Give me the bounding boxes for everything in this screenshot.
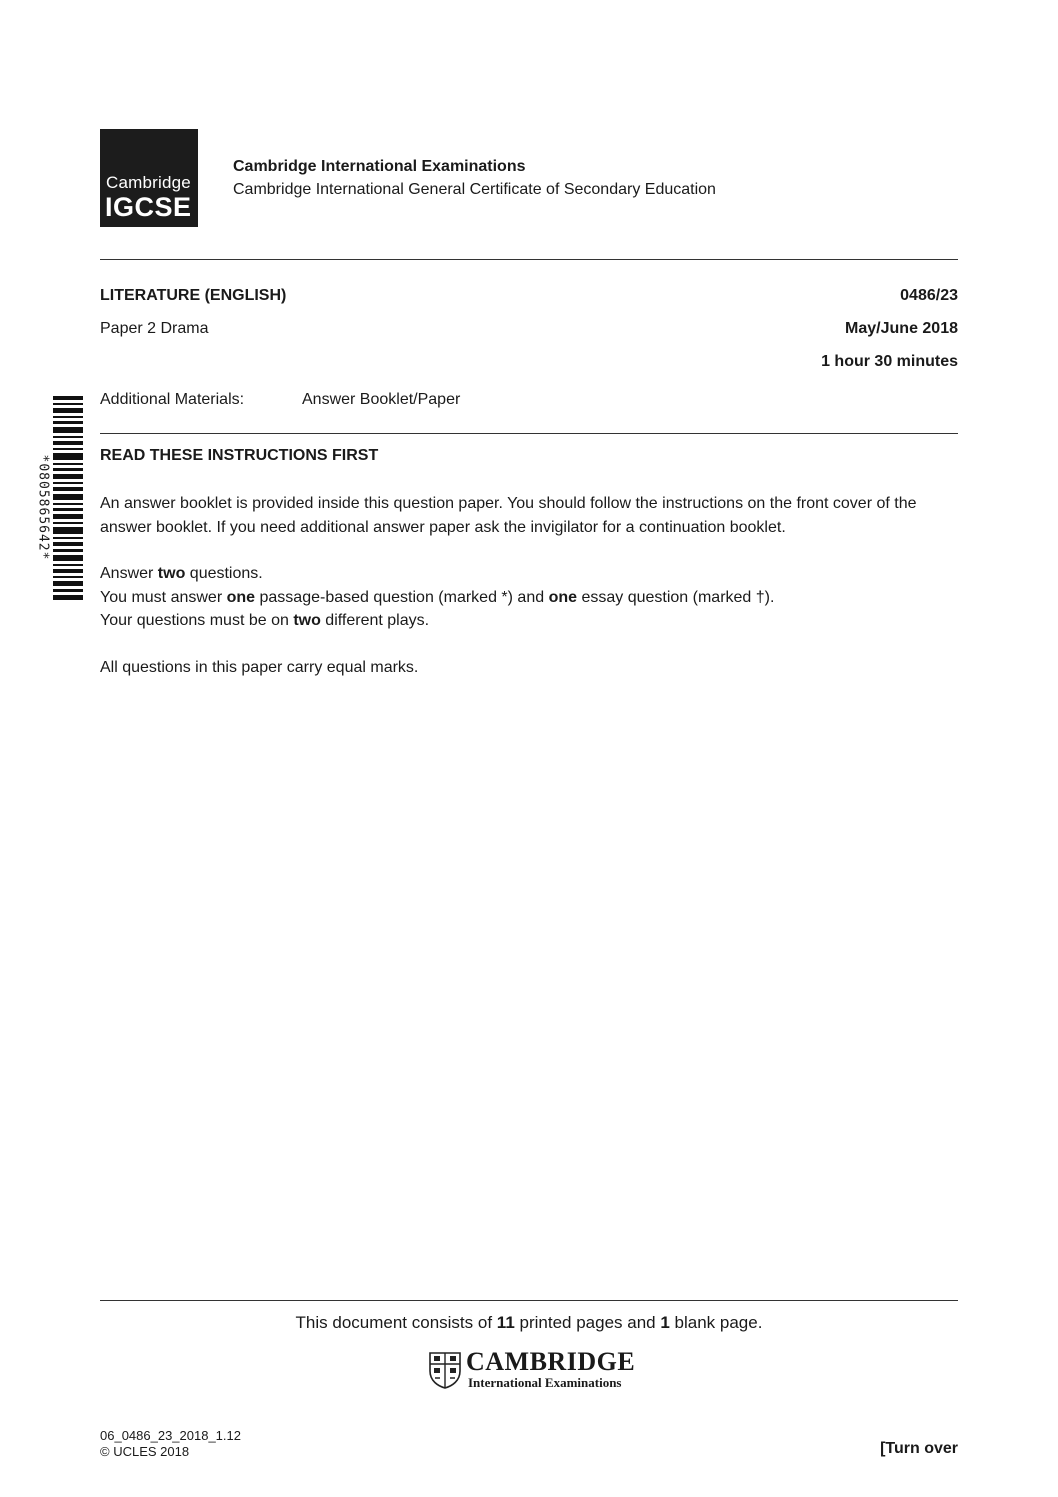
instruction-must-answer: You must answer one passage-based question (marked *) and one essay question (marked †). (100, 589, 775, 606)
instructions-heading: READ THESE INSTRUCTIONS FIRST (100, 447, 379, 464)
logo-line2: IGCSE (105, 192, 192, 222)
barcode-number: *0805865642* (35, 454, 51, 561)
divider-top (100, 259, 958, 260)
cambridge-subtitle: International Examinations (468, 1375, 622, 1390)
cambridge-wordmark: CAMBRIDGE (466, 1347, 636, 1376)
exam-board: Cambridge International Examinations (233, 158, 526, 175)
barcode-text-wrap (36, 437, 50, 577)
copyright: © UCLES 2018 (100, 1444, 190, 1459)
materials-label: Additional Materials: (100, 391, 245, 408)
instruction-answer-two: Answer two questions. (100, 565, 263, 582)
instruction-two-plays: Your questions must be on two different plays. (100, 612, 430, 629)
divider-bottom (100, 1300, 958, 1301)
paper-name: Paper 2 Drama (100, 320, 209, 337)
instructions-para1: An answer booklet is provided inside this question paper. You should follow the instructions on the front cover of the answer booklet. If you need additional answer paper ask the invigilator for a continuation booklet. (100, 495, 917, 536)
exam-duration: 1 hour 30 minutes (821, 353, 958, 370)
exam-session: May/June 2018 (845, 320, 958, 337)
instruction-equal-marks: All questions in this paper carry equal marks. (100, 659, 419, 676)
turn-over: [Turn over (880, 1440, 958, 1457)
document-code: 06_0486_23_2018_1.12 (100, 1428, 241, 1443)
logo-line1: Cambridge (106, 173, 191, 192)
divider-middle (100, 433, 958, 434)
paper-code: 0486/23 (900, 287, 958, 304)
subject-title: LITERATURE (ENGLISH) (100, 287, 287, 304)
page-count-note: This document consists of 11 printed pages and 1 blank page. (295, 1313, 763, 1332)
materials-value: Answer Booklet/Paper (302, 391, 461, 408)
cambridge-igcse-logo (100, 129, 198, 227)
qualification: Cambridge International General Certificate of Secondary Education (233, 181, 716, 198)
barcode (53, 396, 83, 600)
cambridge-crest-icon (428, 1351, 462, 1394)
